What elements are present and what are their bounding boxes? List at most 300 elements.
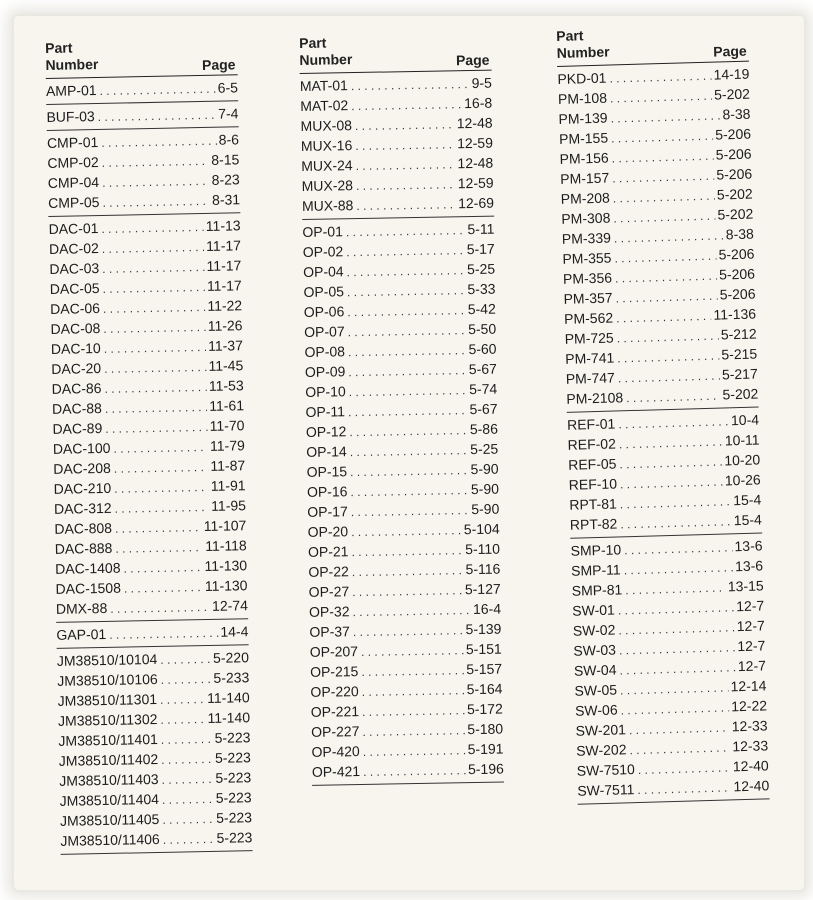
part-number: JM38510/11404 — [59, 790, 160, 809]
index-entry — [46, 105, 238, 129]
page-reference: 10-26 — [724, 471, 761, 489]
page-reference: 5-116 — [465, 560, 501, 578]
page-reference: 5-151 — [465, 640, 502, 658]
part-number: DMX-88 — [55, 599, 108, 617]
dot-leader — [615, 289, 718, 306]
part-number: MUX-08 — [300, 117, 353, 134]
part-number: OP-420 — [311, 743, 360, 760]
dot-leader — [610, 108, 720, 125]
part-number: SW-202 — [575, 741, 627, 759]
part-number: JM38510/11302 — [57, 710, 158, 729]
dot-leader — [347, 283, 466, 299]
part-number: SW-01 — [572, 601, 616, 619]
page-reference: 11-70 — [209, 417, 245, 434]
dot-leader — [102, 194, 210, 210]
dot-leader — [612, 169, 715, 186]
part-number: DAC-888 — [54, 539, 113, 557]
part-number: SW-06 — [574, 701, 618, 719]
dot-leader — [161, 772, 213, 787]
part-number: SW-7510 — [576, 761, 636, 779]
dot-leader — [625, 580, 726, 597]
part-number: OP-12 — [305, 423, 347, 440]
index-entry — [48, 191, 240, 215]
page-reference: 11-45 — [208, 357, 244, 374]
part-number: JM38510/11301 — [57, 690, 158, 709]
page-reference: 10-20 — [724, 451, 761, 469]
page-reference: 12-7 — [737, 657, 767, 675]
part-number: DAC-06 — [50, 299, 101, 317]
part-number: OP-16 — [306, 483, 348, 500]
dot-leader — [351, 523, 462, 539]
part-number: OP-227 — [311, 723, 360, 740]
part-number: OP-08 — [304, 343, 346, 360]
page-reference: 11-136 — [713, 305, 757, 323]
part-number: OP-01 — [302, 223, 344, 240]
part-number: PM-562 — [563, 309, 614, 327]
dot-leader — [361, 643, 464, 659]
dot-leader — [161, 732, 213, 747]
dot-leader — [619, 640, 736, 657]
page-reference: 9-5 — [471, 74, 493, 91]
dot-leader — [620, 514, 732, 531]
part-number: JM38510/11405 — [59, 810, 160, 829]
index-column-3 — [556, 23, 770, 809]
part-number: DAC-1408 — [55, 559, 121, 577]
part-number: DAC-05 — [49, 279, 100, 297]
page-reference: 5-33 — [467, 280, 496, 298]
index-group — [48, 217, 248, 623]
page-reference: 5-206 — [716, 165, 753, 183]
page-reference: 13-6 — [734, 537, 763, 555]
dot-leader — [611, 129, 714, 146]
part-number: SMP-11 — [570, 561, 621, 579]
page-reference: 5-25 — [466, 260, 496, 278]
part-number: PM-2108 — [566, 389, 624, 407]
index-group — [300, 75, 494, 220]
page-reference: 5-202 — [722, 385, 759, 403]
part-number: SW-201 — [575, 721, 627, 739]
page-reference: 5-25 — [470, 440, 499, 458]
part-number: REF-10 — [568, 475, 618, 493]
page-reference: 15-4 — [733, 491, 762, 509]
page-reference: 12-48 — [457, 154, 494, 172]
part-number-heading: Part Number — [45, 39, 99, 73]
page-reference: 15-4 — [733, 511, 763, 529]
dot-leader — [624, 540, 733, 557]
dot-leader — [123, 560, 202, 576]
part-number: PM-356 — [562, 269, 613, 287]
page-reference: 13-6 — [734, 557, 764, 575]
page-reference: 16-4 — [472, 600, 502, 618]
dot-leader — [351, 77, 470, 93]
part-number: AMP-01 — [45, 82, 97, 99]
dot-leader — [98, 108, 217, 124]
page-reference: 11-53 — [208, 377, 244, 394]
page-reference: 5-42 — [467, 300, 496, 318]
part-number: MUX-16 — [300, 137, 353, 154]
dot-leader — [620, 494, 732, 511]
page-reference: 5-223 — [215, 809, 253, 826]
page-reference: 11-95 — [211, 497, 247, 514]
part-number: RPT-82 — [569, 515, 618, 533]
page-reference: 11-17 — [206, 277, 242, 294]
dot-leader — [347, 303, 466, 319]
dot-leader — [115, 540, 203, 556]
page-reference: 8-38 — [725, 225, 755, 243]
part-number: JM38510/10106 — [57, 670, 158, 689]
index-entry — [56, 623, 248, 647]
dot-leader — [352, 603, 471, 619]
index-entry — [46, 79, 238, 103]
dot-leader — [626, 389, 721, 406]
dot-leader — [350, 483, 469, 499]
index-entry — [566, 385, 758, 410]
page-reference: 11-79 — [209, 437, 245, 454]
part-number: MUX-24 — [301, 157, 353, 174]
part-number: OP-221 — [310, 703, 360, 720]
part-number: OP-05 — [303, 283, 345, 300]
part-number: SW-7511 — [577, 781, 635, 799]
page-reference: 14-4 — [220, 623, 249, 640]
part-number: PM-156 — [559, 149, 609, 167]
dot-leader — [620, 475, 723, 492]
dot-leader — [102, 280, 205, 296]
part-number: PM-155 — [558, 129, 609, 147]
dot-leader — [160, 712, 205, 727]
dot-leader — [348, 323, 467, 339]
index-entry — [570, 511, 762, 536]
index-entry — [577, 777, 769, 802]
dot-leader — [638, 760, 731, 777]
page-reference: 5-202 — [717, 205, 754, 223]
dot-leader — [114, 500, 209, 516]
page-reference: 8-31 — [211, 191, 241, 208]
part-number: SW-02 — [572, 621, 616, 639]
part-number: PM-157 — [559, 169, 610, 187]
dot-leader — [352, 583, 463, 599]
page-reference: 11-87 — [210, 457, 246, 474]
page-reference: 12-59 — [457, 174, 494, 192]
page-reference: 5-223 — [214, 729, 251, 746]
page-reference: 13-15 — [727, 577, 764, 595]
part-number: OP-10 — [305, 383, 346, 400]
page-reference: 5-90 — [470, 460, 499, 478]
index-group — [570, 537, 769, 804]
dot-leader — [351, 503, 470, 519]
part-number-heading: Part Number — [556, 27, 610, 61]
dot-leader — [348, 403, 468, 419]
part-number: DAC-808 — [54, 519, 113, 537]
dot-leader — [363, 763, 466, 779]
page-reference: 11-118 — [205, 537, 247, 555]
dot-leader — [619, 435, 723, 452]
part-number: JM38510/10104 — [56, 650, 158, 669]
dot-leader — [619, 660, 736, 677]
dot-leader — [102, 240, 205, 256]
page-reference: 5-223 — [216, 829, 253, 846]
page-reference: 5-86 — [469, 420, 499, 438]
index-group — [47, 131, 241, 217]
page-reference: 12-33 — [732, 737, 769, 755]
part-number: MUX-88 — [301, 197, 354, 214]
part-number: OP-02 — [302, 243, 344, 260]
part-number: DAC-208 — [53, 459, 111, 477]
page-reference: 5-223 — [215, 769, 252, 786]
dot-leader — [620, 680, 729, 697]
dot-leader — [162, 812, 214, 827]
part-number: DAC-10 — [50, 339, 101, 357]
part-number: PM-725 — [564, 329, 614, 347]
dot-leader — [609, 69, 712, 86]
dot-leader — [163, 832, 215, 847]
dot-leader — [363, 743, 466, 759]
part-number: DAC-88 — [51, 399, 103, 417]
part-number: OP-421 — [311, 763, 361, 780]
dot-leader — [362, 683, 465, 699]
dot-leader — [353, 623, 464, 639]
dot-leader — [101, 220, 204, 236]
index-group — [567, 411, 762, 538]
dot-leader — [349, 383, 468, 399]
part-number: OP-11 — [305, 403, 346, 420]
dot-leader — [350, 443, 469, 459]
part-number: CMP-01 — [46, 133, 99, 151]
dot-leader — [103, 320, 206, 336]
page-reference: 5-206 — [718, 245, 755, 263]
dot-leader — [104, 340, 207, 356]
part-number: DAC-08 — [50, 319, 101, 337]
part-number: DAC-89 — [52, 419, 103, 437]
part-number: SMP-81 — [571, 581, 623, 599]
page-reference: 5-217 — [721, 365, 758, 383]
part-number: SW-05 — [574, 681, 618, 699]
page-reference: 14-19 — [713, 65, 750, 83]
part-number: OP-06 — [303, 303, 345, 320]
dot-leader — [616, 309, 712, 326]
part-number: OP-22 — [308, 563, 349, 580]
page-reference: 11-130 — [204, 577, 248, 595]
dot-leader — [346, 223, 466, 239]
part-number: OP-17 — [307, 503, 348, 520]
dot-leader — [348, 363, 467, 379]
dot-leader — [356, 177, 456, 193]
dot-leader — [356, 157, 456, 173]
page-reference: 5-164 — [466, 680, 503, 698]
part-number: OP-15 — [306, 463, 348, 480]
dot-leader — [356, 197, 456, 213]
index-column-2 — [299, 32, 504, 790]
part-number: DAC-1508 — [55, 579, 122, 597]
part-number: OP-220 — [310, 683, 359, 700]
part-number: PM-357 — [563, 289, 613, 307]
dot-leader — [620, 700, 729, 717]
dot-leader — [103, 300, 206, 316]
part-number: JM38510/11406 — [60, 830, 160, 849]
page-heading: Page — [713, 42, 747, 60]
part-number: RPT-81 — [569, 495, 617, 513]
index-entry — [312, 761, 504, 784]
dot-leader — [105, 420, 208, 436]
dot-leader — [160, 652, 211, 667]
page-reference: 8-23 — [211, 171, 240, 188]
dot-leader — [618, 369, 721, 386]
part-number: DAC-100 — [52, 439, 111, 457]
dot-leader — [613, 189, 716, 206]
page-reference: 5-206 — [718, 265, 756, 283]
page-reference: 5-191 — [467, 740, 504, 758]
index-entry — [302, 195, 494, 218]
page-reference: 5-206 — [715, 145, 752, 163]
part-number: OP-32 — [308, 603, 350, 620]
dot-leader — [105, 400, 208, 416]
page-reference: 6-5 — [217, 79, 239, 96]
page-reference: 5-212 — [720, 325, 757, 343]
dot-leader — [99, 82, 215, 98]
part-number: OP-215 — [309, 663, 359, 680]
page-reference: 11-37 — [207, 337, 244, 354]
dot-leader — [102, 174, 210, 190]
part-number: PM-208 — [560, 189, 611, 207]
page-reference: 5-11 — [467, 220, 495, 238]
page-reference: 12-69 — [458, 194, 495, 212]
dot-leader — [362, 703, 465, 719]
dot-leader — [351, 97, 462, 113]
page-reference: 5-206 — [715, 125, 752, 143]
index-entry — [56, 597, 248, 621]
page-reference: 5-90 — [471, 500, 500, 518]
page-reference: 12-7 — [736, 617, 765, 635]
page-reference: 5-223 — [215, 789, 252, 806]
dot-leader — [109, 626, 218, 642]
dot-leader — [161, 672, 212, 687]
part-number: JM38510/11403 — [59, 770, 159, 789]
page-reference: 5-220 — [212, 649, 250, 666]
dot-leader — [162, 792, 214, 807]
page-reference: 11-22 — [207, 297, 243, 314]
dot-leader — [160, 692, 205, 707]
page-reference: 11-140 — [206, 689, 250, 707]
part-number: JM38510/11402 — [58, 750, 159, 769]
page-reference: 5-206 — [719, 285, 756, 303]
part-number: REF-02 — [567, 435, 617, 453]
index-group — [57, 649, 253, 855]
page-reference: 5-90 — [470, 480, 500, 498]
part-number: DAC-03 — [49, 260, 100, 277]
page-reference: 11-17 — [206, 257, 242, 274]
dot-leader — [102, 154, 210, 170]
page-reference: 5-215 — [721, 345, 758, 363]
page-reference: 12-33 — [731, 717, 768, 735]
part-number: PM-308 — [561, 209, 611, 227]
column-header — [45, 36, 238, 79]
page-heading: Page — [201, 56, 236, 73]
part-number: OP-09 — [304, 363, 346, 380]
dot-leader — [624, 560, 734, 577]
page-reference: 11-61 — [209, 397, 245, 414]
dot-leader — [615, 269, 718, 286]
page-reference: 8-38 — [722, 105, 751, 123]
dot-leader — [637, 780, 731, 797]
part-number: SW-04 — [573, 661, 617, 679]
part-number: SMP-10 — [570, 541, 622, 559]
part-number: BUF-03 — [46, 108, 95, 125]
part-number: DAC-86 — [51, 379, 102, 397]
dot-leader — [355, 117, 455, 133]
part-number: REF-05 — [567, 455, 617, 473]
index-column-1 — [45, 36, 253, 859]
dot-leader — [618, 600, 735, 617]
dot-leader — [618, 620, 735, 637]
part-number: MAT-02 — [300, 97, 349, 114]
dot-leader — [617, 329, 720, 346]
part-number: OP-04 — [302, 263, 344, 280]
page-reference: 12-48 — [456, 114, 493, 132]
part-number: PM-339 — [561, 229, 612, 247]
page-reference: 12-7 — [737, 637, 766, 655]
dot-leader — [114, 460, 209, 476]
page-reference: 11-17 — [206, 237, 242, 254]
part-number: REF-01 — [566, 415, 616, 433]
part-number: PM-139 — [558, 109, 608, 127]
page-reference: 5-202 — [713, 85, 751, 103]
page-reference: 12-74 — [211, 597, 249, 614]
dot-leader — [346, 243, 465, 259]
dot-leader — [350, 463, 469, 479]
dot-leader — [614, 228, 724, 245]
dot-leader — [618, 414, 729, 431]
page-reference: 11-13 — [205, 217, 241, 234]
index-entry — [60, 829, 252, 853]
part-number: PM-108 — [557, 89, 608, 107]
part-number: PM-741 — [565, 349, 615, 367]
dot-leader — [115, 520, 202, 536]
dot-leader — [613, 209, 716, 226]
part-number: OP-14 — [306, 443, 347, 460]
dot-leader — [104, 380, 207, 396]
page-reference: 11-140 — [207, 709, 251, 727]
dot-leader — [124, 580, 203, 596]
part-number: PM-747 — [565, 369, 616, 387]
dot-leader — [110, 600, 210, 616]
page-reference: 5-74 — [469, 380, 498, 398]
dot-leader — [610, 89, 713, 106]
page-reference: 5-202 — [716, 185, 753, 203]
dot-leader — [161, 752, 213, 767]
page-reference: 5-196 — [467, 760, 504, 778]
part-number: OP-20 — [307, 523, 349, 540]
part-number-heading: Part Number — [299, 34, 353, 68]
page-reference: 12-40 — [732, 757, 769, 775]
page-reference: 5-110 — [465, 540, 501, 558]
page-reference: 5-50 — [467, 320, 497, 338]
part-number: DAC-210 — [53, 479, 112, 497]
dot-leader — [629, 740, 730, 757]
page-reference: 7-4 — [218, 105, 239, 122]
part-number: MAT-01 — [299, 77, 349, 94]
part-number: OP-21 — [307, 543, 349, 560]
page-reference: 12-40 — [733, 777, 770, 795]
part-number: GAP-01 — [56, 625, 107, 643]
page-reference: 10-4 — [730, 411, 760, 429]
page-reference: 16-8 — [464, 94, 493, 112]
dot-leader — [104, 360, 207, 376]
page-heading: Page — [455, 51, 490, 69]
page-reference: 5-67 — [468, 360, 497, 378]
dot-leader — [102, 260, 205, 276]
page-reference: 11-130 — [204, 557, 248, 575]
page-reference: 5-223 — [214, 749, 251, 766]
part-number: DAC-01 — [48, 220, 99, 237]
